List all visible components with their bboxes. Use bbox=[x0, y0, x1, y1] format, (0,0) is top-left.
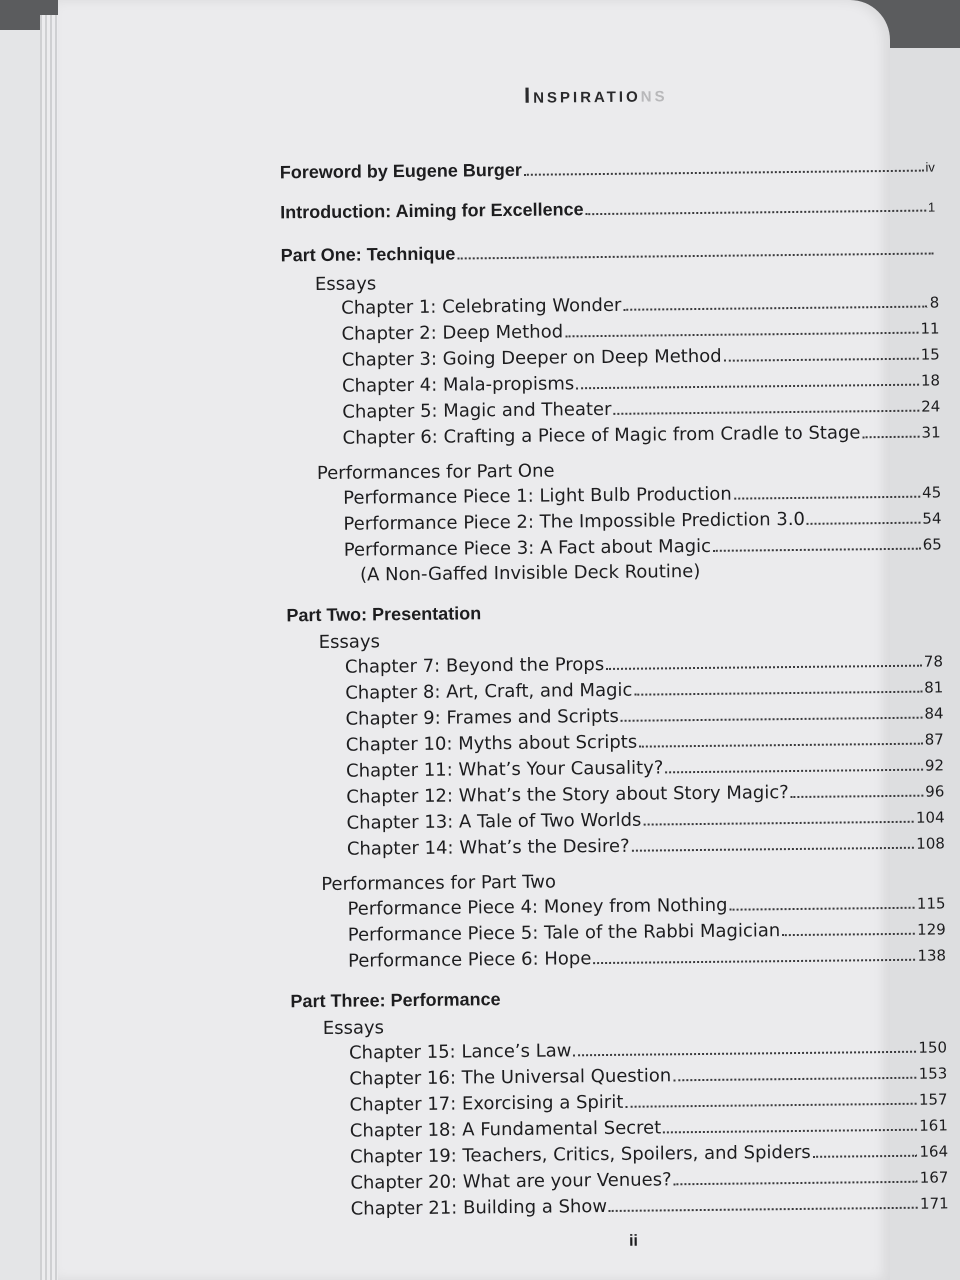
toc-entry-label: Chapter 14: What’s the Desire? bbox=[346, 835, 630, 860]
dot-leader bbox=[639, 737, 923, 748]
dot-leader bbox=[724, 352, 919, 362]
toc-entry-page: 138 bbox=[917, 946, 947, 965]
toc-chapter bbox=[350, 1140, 948, 1167]
toc-performance bbox=[348, 944, 946, 971]
performance-subtitle: (A Non-Gaffed Invisible Deck Routine) bbox=[359, 560, 701, 586]
toc-entry-label: Chapter 13: A Tale of Two Worlds bbox=[346, 809, 642, 834]
toc-part-one-title bbox=[281, 238, 936, 266]
toc-entry-label: Chapter 1: Celebrating Wonder bbox=[341, 294, 622, 319]
toc-chapter bbox=[342, 395, 940, 422]
toc-chapter bbox=[347, 806, 945, 833]
dot-leader bbox=[730, 901, 915, 911]
toc-chapter bbox=[342, 421, 940, 448]
toc-entry-label: Chapter 15: Lance’s Law bbox=[348, 1040, 572, 1064]
toc-chapter bbox=[341, 317, 939, 344]
toc-entry-page: 161 bbox=[919, 1116, 948, 1135]
dot-leader bbox=[586, 204, 926, 216]
toc-chapter bbox=[346, 728, 944, 755]
toc-entry-label: Chapter 7: Beyond the Props bbox=[344, 653, 605, 678]
part-one-essays-heading: Essays bbox=[314, 273, 377, 295]
part-two-essays-heading: Essays bbox=[318, 631, 381, 653]
toc-entry-page: 45 bbox=[922, 483, 942, 502]
toc-entry-introduction bbox=[280, 196, 935, 224]
toc-entry-label: Performance Piece 6: Hope bbox=[347, 948, 592, 972]
dot-leader bbox=[625, 1097, 917, 1108]
toc-entry-label: Chapter 19: Teachers, Critics, Spoilers, and Spiders bbox=[350, 1141, 811, 1168]
toc-entry-page: 164 bbox=[919, 1142, 949, 1161]
toc-entry-label: Chapter 11: What’s Your Causality? bbox=[345, 757, 664, 782]
dot-leader bbox=[782, 927, 915, 936]
book-page bbox=[58, 0, 949, 1280]
dot-leader bbox=[621, 711, 923, 722]
dot-leader bbox=[573, 1045, 916, 1057]
toc-entry-label: Chapter 10: Myths about Scripts bbox=[345, 731, 638, 756]
toc-performance bbox=[344, 533, 942, 560]
dot-leader bbox=[643, 815, 914, 826]
toc-entry-page: 96 bbox=[925, 782, 945, 801]
dot-leader bbox=[457, 247, 933, 260]
toc-entry-page: 65 bbox=[922, 535, 942, 554]
dot-leader bbox=[713, 542, 921, 552]
toc-entry-page: 11 bbox=[920, 319, 940, 338]
dot-leader bbox=[813, 1149, 918, 1158]
toc-entry-label: Performance Piece 3: A Fact about Magic bbox=[343, 535, 712, 561]
dot-leader bbox=[565, 326, 918, 338]
dot-leader bbox=[606, 659, 922, 670]
dot-leader bbox=[665, 763, 923, 774]
dot-leader bbox=[623, 300, 927, 311]
dot-leader bbox=[807, 516, 920, 525]
toc-performance bbox=[343, 507, 941, 534]
part-two-title: Part Two: Presentation bbox=[286, 603, 482, 626]
dot-leader bbox=[613, 404, 919, 415]
page-number: ii bbox=[628, 1232, 638, 1250]
dot-leader bbox=[673, 1071, 916, 1082]
toc-performance bbox=[348, 918, 946, 945]
toc-entry-label: Chapter 21: Building a Show bbox=[350, 1195, 608, 1220]
toc-chapter bbox=[349, 1062, 947, 1089]
toc-chapter bbox=[351, 1192, 949, 1219]
toc-chapter bbox=[350, 1166, 948, 1193]
dot-leader bbox=[634, 685, 922, 696]
toc-entry-page: 24 bbox=[921, 397, 941, 416]
toc-entry-page: 31 bbox=[921, 423, 941, 442]
toc-entry-page: 171 bbox=[919, 1194, 949, 1213]
toc-chapter bbox=[341, 291, 939, 318]
part-three-title: Part Three: Performance bbox=[290, 989, 501, 1012]
toc-entry-page: 87 bbox=[924, 730, 944, 749]
toc-entry-page: 92 bbox=[924, 756, 945, 775]
toc-chapter bbox=[345, 676, 943, 703]
toc-entry-label: Chapter 20: What are your Venues? bbox=[350, 1169, 672, 1194]
toc-chapter bbox=[349, 1088, 947, 1115]
toc-entry-page: 78 bbox=[923, 652, 944, 671]
toc-chapter bbox=[349, 1036, 947, 1063]
toc-performance bbox=[343, 481, 941, 508]
toc-chapter bbox=[345, 702, 943, 729]
toc-entry-label: Foreword by Eugene Burger bbox=[279, 159, 522, 183]
toc-entry-page: 167 bbox=[919, 1168, 949, 1187]
book-title bbox=[524, 81, 668, 109]
toc-entry-label: Performance Piece 1: Light Bulb Production bbox=[343, 483, 732, 509]
part-two-performances-heading: Performances for Part Two bbox=[321, 871, 557, 895]
toc-entry-page: 150 bbox=[918, 1038, 948, 1057]
dot-leader bbox=[524, 164, 924, 176]
toc-entry-page: 1 bbox=[927, 199, 936, 215]
toc-entry-label: Performance Piece 5: Tale of the Rabbi Magician bbox=[347, 920, 781, 946]
toc-entry-label: Chapter 17: Exorcising a Spirit bbox=[349, 1091, 624, 1116]
part-one-performances-heading: Performances for Part One bbox=[316, 460, 555, 484]
toc-entry-foreword bbox=[280, 156, 935, 184]
toc-performance bbox=[347, 892, 945, 919]
part-three-essays-heading: Essays bbox=[322, 1017, 385, 1039]
toc-chapter bbox=[342, 343, 940, 370]
toc-chapter bbox=[346, 780, 944, 807]
toc-entry-page: 84 bbox=[924, 704, 944, 723]
toc-entry-page: iv bbox=[925, 159, 935, 175]
book-title-main: Inspiratio bbox=[523, 81, 641, 108]
toc-entry-label: Chapter 5: Magic and Theater bbox=[342, 398, 612, 423]
toc-entry-page: 54 bbox=[922, 509, 942, 528]
toc-entry-label: Introduction: Aiming for Excellence bbox=[280, 199, 584, 223]
toc-chapter bbox=[350, 1114, 948, 1141]
toc-entry-page: 115 bbox=[916, 894, 946, 913]
dot-leader bbox=[632, 841, 915, 852]
toc-entry-label: Performance Piece 4: Money from Nothing bbox=[347, 894, 728, 920]
toc-entry-label: Chapter 6: Crafting a Piece of Magic from Cradle to Stage bbox=[342, 422, 861, 449]
toc-entry-page: 104 bbox=[915, 808, 945, 827]
dot-leader bbox=[791, 789, 924, 798]
toc-entry-page: 108 bbox=[916, 834, 945, 853]
dot-leader bbox=[609, 1201, 918, 1212]
toc-chapter bbox=[345, 650, 943, 677]
dot-leader bbox=[593, 953, 915, 964]
toc-entry-label: Chapter 2: Deep Method bbox=[341, 321, 564, 345]
toc-entry-page: 129 bbox=[917, 920, 946, 939]
book-title-faded: ns bbox=[640, 81, 668, 107]
dot-leader bbox=[862, 430, 919, 439]
toc-entry-label: Chapter 16: The Universal Question bbox=[349, 1065, 672, 1090]
toc-entry-page: 18 bbox=[920, 371, 941, 390]
toc-entry-page: 157 bbox=[918, 1090, 948, 1109]
dot-leader bbox=[663, 1123, 917, 1134]
toc-entry-label: Performance Piece 2: The Impossible Prediction 3.0 bbox=[343, 508, 806, 535]
toc-entry-label: Part One: Technique bbox=[280, 243, 456, 266]
dot-leader bbox=[576, 378, 919, 390]
toc-entry-label: Chapter 18: A Fundamental Secret bbox=[349, 1117, 662, 1142]
toc-entry-page: 153 bbox=[918, 1064, 948, 1083]
toc-entry-label: Chapter 4: Mala-propisms bbox=[341, 373, 575, 397]
toc-entry-label: Chapter 3: Going Deeper on Deep Method bbox=[341, 345, 722, 371]
toc-chapter bbox=[346, 754, 944, 781]
dot-leader bbox=[674, 1175, 918, 1186]
toc-entry-page: 15 bbox=[920, 345, 940, 364]
toc-entry-label: Chapter 12: What’s the Story about Story Magic? bbox=[346, 782, 789, 808]
dot-leader bbox=[734, 490, 920, 500]
toc-chapter bbox=[342, 369, 940, 396]
toc-entry-page: 81 bbox=[924, 678, 944, 697]
toc-chapter bbox=[347, 832, 945, 859]
toc-entry-label: Chapter 8: Art, Craft, and Magic bbox=[345, 679, 633, 704]
toc-entry-page: 8 bbox=[929, 293, 940, 312]
toc-entry-label: Chapter 9: Frames and Scripts bbox=[345, 705, 619, 730]
